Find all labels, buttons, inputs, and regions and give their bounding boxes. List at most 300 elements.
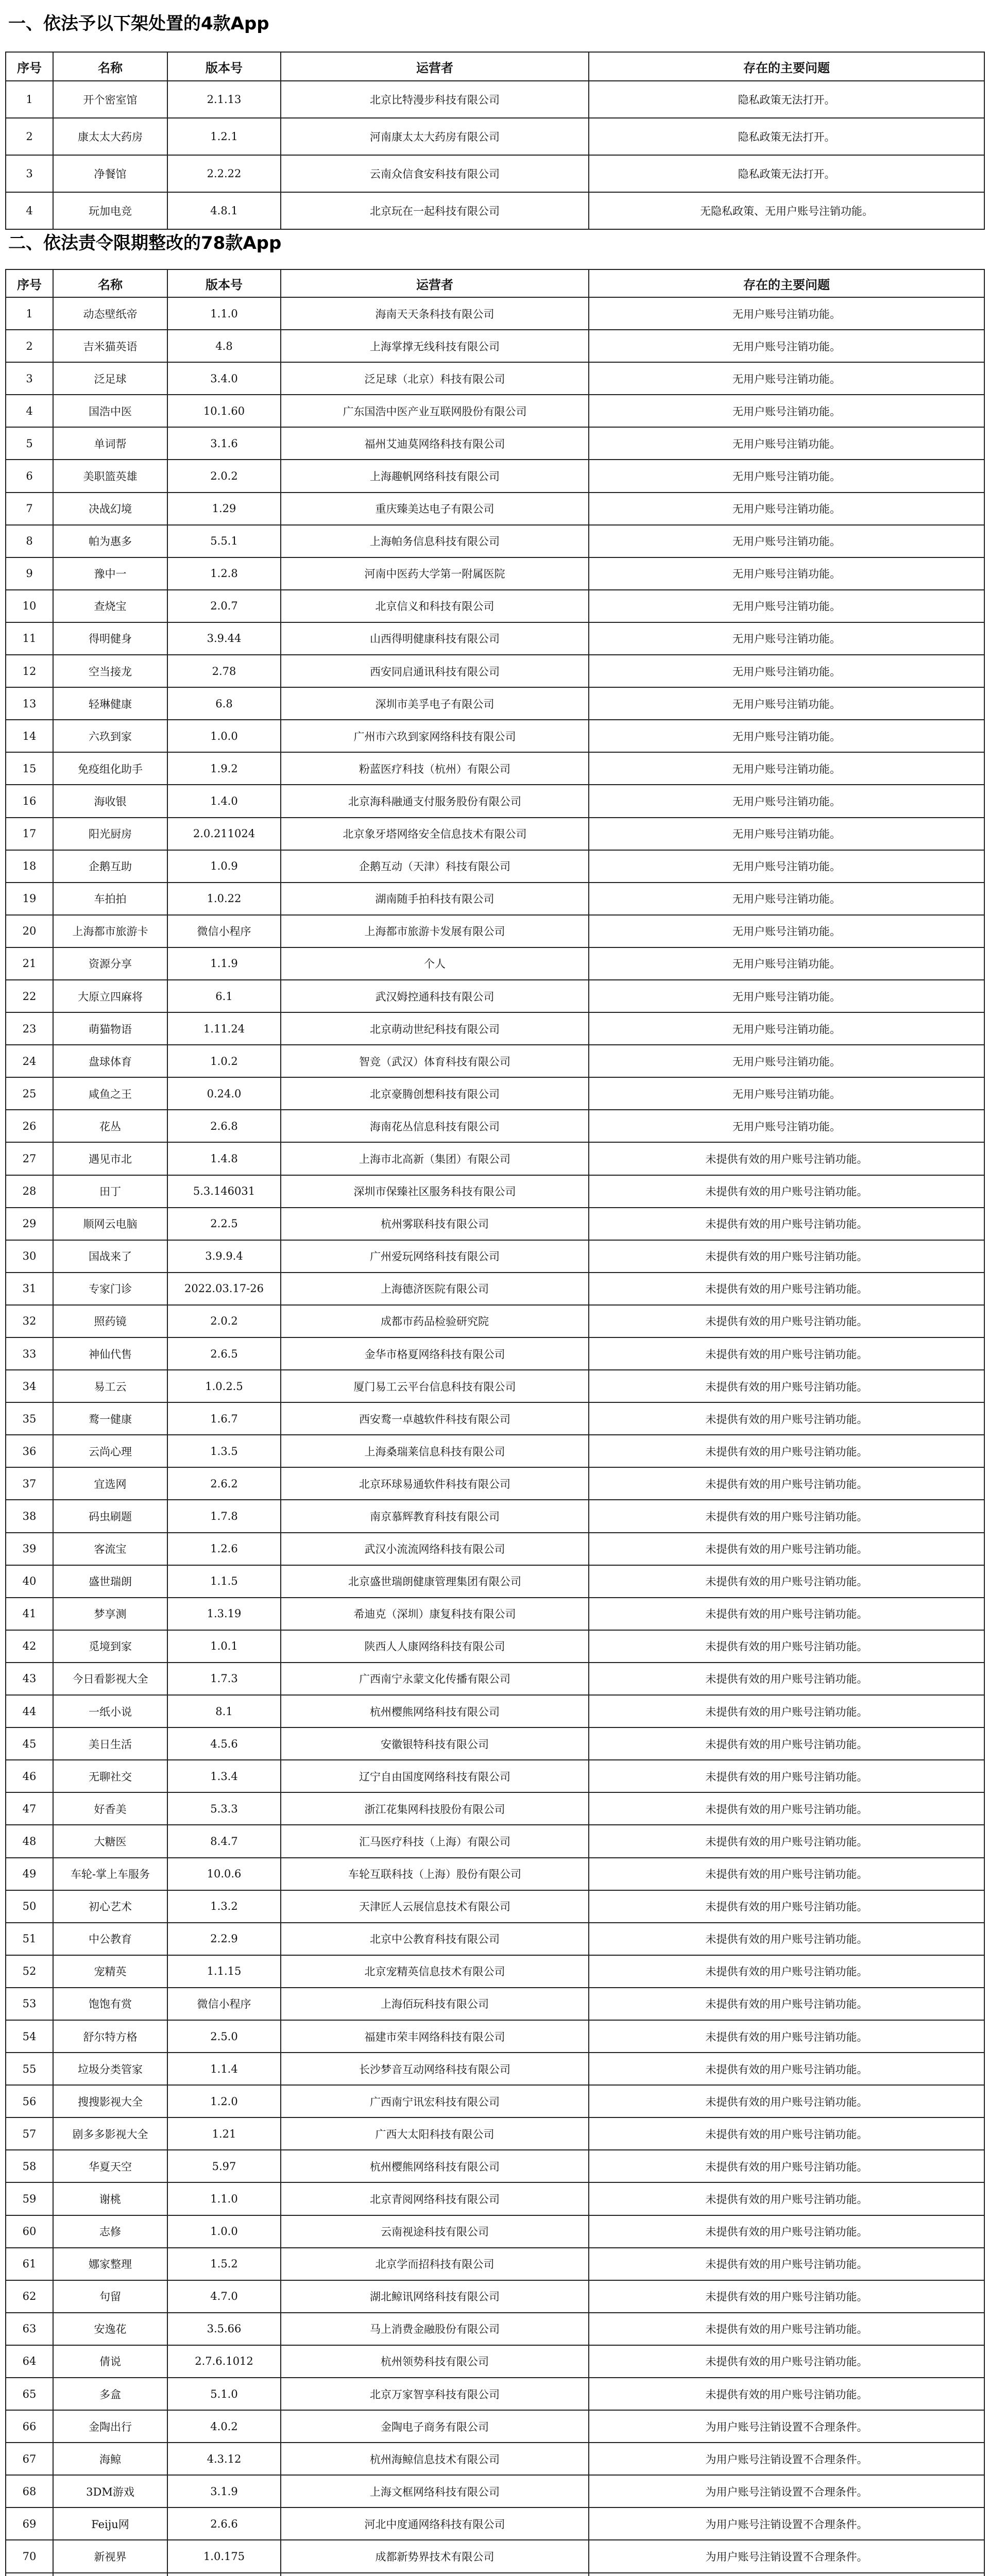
header-name: 名称 (53, 52, 167, 81)
cell-index: 12 (6, 655, 53, 687)
cell-index: 38 (6, 1500, 53, 1532)
cell-issue: 无用户账号注销功能。 (589, 1012, 984, 1045)
cell-issue: 无用户账号注销功能。 (589, 1110, 984, 1142)
table-row (6, 752, 984, 785)
cell-index: 28 (6, 1175, 53, 1208)
cell-version: 4.0.2 (167, 2410, 281, 2443)
table-row (6, 118, 984, 155)
cell-index: 5 (6, 427, 53, 460)
cell-operator: 陕西人人康网络科技有限公司 (281, 1630, 589, 1663)
table-row (6, 460, 984, 492)
table-row (6, 2280, 984, 2313)
cell-issue: 隐私政策无法打开。 (589, 118, 984, 155)
cell-index: 19 (6, 883, 53, 915)
cell-index: 18 (6, 850, 53, 883)
table-row (6, 1858, 984, 1890)
cell-app-name: 海收银 (53, 785, 167, 817)
cell-operator: 泛足球（北京）科技有限公司 (281, 362, 589, 395)
cell-operator: 杭州樱熊网络科技有限公司 (281, 1695, 589, 1727)
cell-operator: 北京豪腾创想科技有限公司 (281, 1077, 589, 1110)
table-header-row (6, 52, 984, 81)
cell-operator: 成都新势界技术有限公司 (281, 2540, 589, 2572)
header-index: 序号 (6, 52, 53, 81)
cell-app-name: 国战来了 (53, 1240, 167, 1273)
cell-version: 1.21 (167, 2117, 281, 2150)
cell-issue: 未提供有效的用户账号注销功能。 (589, 2248, 984, 2280)
table-row (6, 2182, 984, 2215)
cell-app-name: 神仙代售 (53, 1337, 167, 1370)
cell-issue: 为用户账号注销设置不合理条件。 (589, 2475, 984, 2507)
table-row (6, 1760, 984, 1792)
cell-operator: 金华市格夏网络科技有限公司 (281, 1337, 589, 1370)
cell-version: 1.9.2 (167, 752, 281, 785)
cell-index: 50 (6, 1890, 53, 1923)
cell-issue: 未提供有效的用户账号注销功能。 (589, 2182, 984, 2215)
cell-issue: 未提供有效的用户账号注销功能。 (589, 1240, 984, 1273)
table-row (6, 1923, 984, 1955)
cell-issue: 为用户账号注销设置不合理条件。 (589, 2443, 984, 2475)
cell-index: 67 (6, 2443, 53, 2475)
table-row (6, 2443, 984, 2475)
table-row (6, 2313, 984, 2345)
cell-issue: 无用户账号注销功能。 (589, 525, 984, 557)
cell-app-name: 安逸花 (53, 2313, 167, 2345)
table-row (6, 1077, 984, 1110)
cell-app-name: 美职篮英雄 (53, 460, 167, 492)
cell-operator: 浙江花集网科技股份有限公司 (281, 1792, 589, 1825)
cell-version: 1.1.4 (167, 2053, 281, 2085)
table-row (6, 818, 984, 850)
cell-operator: 上海掌撑无线科技有限公司 (281, 330, 589, 362)
cell-app-name: 舒尔特方格 (53, 2020, 167, 2053)
cell-issue: 未提供有效的用户账号注销功能。 (589, 2117, 984, 2150)
cell-operator: 上海帕务信息科技有限公司 (281, 525, 589, 557)
cell-index: 54 (6, 2020, 53, 2053)
cell-operator: 北京宠精英信息技术有限公司 (281, 1955, 589, 1988)
cell-operator: 南京慕辉教育科技有限公司 (281, 1500, 589, 1532)
cell-operator: 武汉小流流网络科技有限公司 (281, 1533, 589, 1565)
cell-app-name: 上海都市旅游卡 (53, 915, 167, 947)
cell-operator: 广西南宁讯宏科技有限公司 (281, 2085, 589, 2117)
cell-app-name: 句留 (53, 2280, 167, 2313)
cell-index: 39 (6, 1533, 53, 1565)
cell-issue: 未提供有效的用户账号注销功能。 (589, 2085, 984, 2117)
cell-index: 2 (6, 330, 53, 362)
cell-operator: 西安鹜一卓越软件科技有限公司 (281, 1402, 589, 1435)
table-row (6, 2573, 984, 2576)
cell-issue: 无用户账号注销功能。 (589, 395, 984, 427)
cell-operator: 天津匠人云展信息技术有限公司 (281, 1890, 589, 1923)
cell-issue: 未提供有效的用户账号注销功能。 (589, 1533, 984, 1565)
cell-index: 33 (6, 1337, 53, 1370)
cell-version: 1.4.8 (167, 1142, 281, 1175)
cell-issue: 无用户账号注销功能。 (589, 980, 984, 1012)
cell-index: 47 (6, 1792, 53, 1825)
table-row (6, 947, 984, 980)
cell-app-name: 初心艺术 (53, 1890, 167, 1923)
cell-app-name: 梦享测 (53, 1598, 167, 1630)
cell-issue: 无用户账号注销功能。 (589, 1077, 984, 1110)
cell-issue: 未提供有效的用户账号注销功能。 (589, 1890, 984, 1923)
cell-version: 1.2.8 (167, 557, 281, 590)
cell-index: 4 (6, 395, 53, 427)
table-row (6, 655, 984, 687)
table-row (6, 1402, 984, 1435)
cell-operator: 成都市药品检验研究院 (281, 1305, 589, 1337)
cell-operator: 北京青阅网络科技有限公司 (281, 2182, 589, 2215)
cell-index: 68 (6, 2475, 53, 2507)
cell-index: 53 (6, 1988, 53, 2020)
cell-operator: 企鹅互动（天津）科技有限公司 (281, 850, 589, 883)
cell-index: 17 (6, 818, 53, 850)
cell-app-name: 美日生活 (53, 1727, 167, 1760)
cell-app-name: 净餐馆 (53, 155, 167, 192)
cell-operator: 广州市六玖到家网络科技有限公司 (281, 720, 589, 752)
cell-version: 2.6.2 (167, 1467, 281, 1500)
cell-version: 2.5.0 (167, 2020, 281, 2053)
cell-operator: 广东国浩中医产业互联网股份有限公司 (281, 395, 589, 427)
cell-app-name (53, 2573, 167, 2576)
cell-issue: 无用户账号注销功能。 (589, 687, 984, 720)
cell-app-name: 田丁 (53, 1175, 167, 1208)
cell-index: 31 (6, 1273, 53, 1305)
cell-index: 21 (6, 947, 53, 980)
cell-index: 4 (6, 192, 53, 229)
cell-operator: 北京中公教育科技有限公司 (281, 1923, 589, 1955)
cell-app-name: 垃圾分类管家 (53, 2053, 167, 2085)
cell-version: 1.0.0 (167, 720, 281, 752)
cell-operator: 北京萌动世纪科技有限公司 (281, 1012, 589, 1045)
cell-version: 1.1.15 (167, 1955, 281, 1988)
table-row (6, 590, 984, 622)
table-row (6, 1533, 984, 1565)
cell-operator: 北京玩在一起科技有限公司 (281, 192, 589, 229)
cell-version: 1.0.9 (167, 850, 281, 883)
cell-operator: 广西南宁永蒙文化传播有限公司 (281, 1663, 589, 1695)
table-row (6, 2378, 984, 2410)
cell-version: 2.6.5 (167, 1337, 281, 1370)
cell-version: 1.5.2 (167, 2248, 281, 2280)
cell-issue: 未提供有效的用户账号注销功能。 (589, 2020, 984, 2053)
cell-app-name: 3DM游戏 (53, 2475, 167, 2507)
cell-issue: 未提供有效的用户账号注销功能。 (589, 2313, 984, 2345)
cell-app-name: 无聊社交 (53, 1760, 167, 1792)
cell-issue: 无用户账号注销功能。 (589, 362, 984, 395)
cell-issue: 无用户账号注销功能。 (589, 850, 984, 883)
cell-operator: 粉蓝医疗科技（杭州）有限公司 (281, 752, 589, 785)
table-row (6, 192, 984, 229)
cell-operator: 辽宁自由国度网络科技有限公司 (281, 1760, 589, 1792)
cell-version: 5.3.146031 (167, 1175, 281, 1208)
cell-version (167, 2573, 281, 2576)
cell-issue: 未提供有效的用户账号注销功能。 (589, 2150, 984, 2182)
header-version: 版本号 (167, 269, 281, 297)
cell-app-name: 轻琳健康 (53, 687, 167, 720)
cell-version: 3.9.44 (167, 622, 281, 655)
cell-version: 4.8.1 (167, 192, 281, 229)
cell-issue: 隐私政策无法打开。 (589, 155, 984, 192)
cell-app-name: 宜选网 (53, 1467, 167, 1500)
cell-operator: 湖南随手拍科技有限公司 (281, 883, 589, 915)
cell-app-name: 客流宝 (53, 1533, 167, 1565)
cell-app-name: 车拍拍 (53, 883, 167, 915)
cell-operator: 北京环球易通软件科技有限公司 (281, 1467, 589, 1500)
cell-version: 2.6.8 (167, 1110, 281, 1142)
cell-issue: 为用户账号注销设置不合理条件。 (589, 2507, 984, 2540)
cell-version: 2.78 (167, 655, 281, 687)
cell-index: 70 (6, 2540, 53, 2572)
table-row (6, 1435, 984, 1467)
cell-version: 1.2.6 (167, 1533, 281, 1565)
cell-index: 30 (6, 1240, 53, 1273)
cell-operator: 福建市荣丰网络科技有限公司 (281, 2020, 589, 2053)
cell-app-name: 照药镜 (53, 1305, 167, 1337)
table-row (6, 1792, 984, 1825)
cell-operator: 个人 (281, 947, 589, 980)
cell-app-name: 顺网云电脑 (53, 1208, 167, 1240)
cell-app-name: 盘球体育 (53, 1045, 167, 1077)
cell-issue: 无用户账号注销功能。 (589, 915, 984, 947)
table-row (6, 330, 984, 362)
cell-issue: 未提供有效的用户账号注销功能。 (589, 1858, 984, 1890)
table-row (6, 155, 984, 192)
cell-issue: 无用户账号注销功能。 (589, 493, 984, 525)
table-row (6, 1142, 984, 1175)
cell-issue (589, 2573, 984, 2576)
cell-operator: 云南众信食安科技有限公司 (281, 155, 589, 192)
table-row (6, 2020, 984, 2053)
cell-version: 微信小程序 (167, 915, 281, 947)
cell-issue: 未提供有效的用户账号注销功能。 (589, 1273, 984, 1305)
cell-app-name: 豫中一 (53, 557, 167, 590)
cell-operator: 汇马医疗科技（上海）有限公司 (281, 1825, 589, 1857)
table-row (6, 687, 984, 720)
table-row (6, 1208, 984, 1240)
cell-version: 2.0.2 (167, 460, 281, 492)
cell-index: 36 (6, 1435, 53, 1467)
cell-version: 1.1.5 (167, 1565, 281, 1598)
cell-issue: 无用户账号注销功能。 (589, 785, 984, 817)
rectification-apps-table (5, 269, 985, 2576)
table-row (6, 1110, 984, 1142)
cell-issue: 未提供有效的用户账号注销功能。 (589, 1402, 984, 1435)
cell-app-name: 吉米猫英语 (53, 330, 167, 362)
cell-issue: 未提供有效的用户账号注销功能。 (589, 1337, 984, 1370)
cell-version: 5.5.1 (167, 525, 281, 557)
cell-version: 4.8 (167, 330, 281, 362)
table-row (6, 850, 984, 883)
cell-index: 60 (6, 2215, 53, 2248)
cell-index: 20 (6, 915, 53, 947)
table-row (6, 1045, 984, 1077)
cell-issue: 未提供有效的用户账号注销功能。 (589, 1305, 984, 1337)
table-row (6, 1175, 984, 1208)
cell-operator: 深圳市美孚电子有限公司 (281, 687, 589, 720)
cell-version: 4.3.12 (167, 2443, 281, 2475)
cell-app-name: 专家门诊 (53, 1273, 167, 1305)
cell-app-name: 宠精英 (53, 1955, 167, 1988)
cell-issue: 未提供有效的用户账号注销功能。 (589, 1988, 984, 2020)
cell-index: 24 (6, 1045, 53, 1077)
cell-index: 7 (6, 493, 53, 525)
cell-issue: 无用户账号注销功能。 (589, 883, 984, 915)
cell-index: 3 (6, 155, 53, 192)
cell-version: 2.0.7 (167, 590, 281, 622)
cell-index (6, 2573, 53, 2576)
cell-issue: 未提供有效的用户账号注销功能。 (589, 1760, 984, 1792)
table-row (6, 395, 984, 427)
cell-version: 1.7.3 (167, 1663, 281, 1695)
cell-operator: 北京比特漫步科技有限公司 (281, 81, 589, 118)
cell-version: 1.4.0 (167, 785, 281, 817)
cell-version: 1.2.0 (167, 2085, 281, 2117)
cell-index: 1 (6, 297, 53, 330)
cell-index: 57 (6, 2117, 53, 2150)
cell-version: 3.4.0 (167, 362, 281, 395)
cell-version: 2.6.6 (167, 2507, 281, 2540)
cell-app-name: Feiju网 (53, 2507, 167, 2540)
table-row (6, 557, 984, 590)
cell-app-name: 空当接龙 (53, 655, 167, 687)
cell-operator: 杭州雾联科技有限公司 (281, 1208, 589, 1240)
table-row (6, 1273, 984, 1305)
cell-operator: 云南视途科技有限公司 (281, 2215, 589, 2248)
table-row (6, 1240, 984, 1273)
cell-version: 2.0.211024 (167, 818, 281, 850)
cell-app-name: 动态壁纸帝 (53, 297, 167, 330)
cell-app-name: 剧多多影视大全 (53, 2117, 167, 2150)
cell-app-name: 车轮-掌上车服务 (53, 1858, 167, 1890)
delisted-apps-table (5, 52, 985, 230)
cell-app-name: 萌猫物语 (53, 1012, 167, 1045)
cell-issue: 未提供有效的用户账号注销功能。 (589, 1500, 984, 1532)
cell-version: 微信小程序 (167, 1988, 281, 2020)
cell-version: 5.3.3 (167, 1792, 281, 1825)
table-row (6, 2053, 984, 2085)
cell-index: 13 (6, 687, 53, 720)
cell-operator: 安徽银特科技有限公司 (281, 1727, 589, 1760)
cell-app-name: 单词帮 (53, 427, 167, 460)
cell-operator: 河北中度通网络科技有限公司 (281, 2507, 589, 2540)
cell-issue: 无用户账号注销功能。 (589, 818, 984, 850)
cell-operator: 广州爱玩网络科技有限公司 (281, 1240, 589, 1273)
cell-index: 43 (6, 1663, 53, 1695)
cell-issue: 无用户账号注销功能。 (589, 330, 984, 362)
table-row (6, 1727, 984, 1760)
cell-issue: 无用户账号注销功能。 (589, 622, 984, 655)
cell-operator: 杭州海鲸信息技术有限公司 (281, 2443, 589, 2475)
table-row (6, 81, 984, 118)
table-row (6, 1012, 984, 1045)
cell-index: 2 (6, 118, 53, 155)
table-row (6, 1500, 984, 1532)
table-row (6, 2507, 984, 2540)
cell-app-name: 大原立四麻将 (53, 980, 167, 1012)
cell-issue: 未提供有效的用户账号注销功能。 (589, 1142, 984, 1175)
cell-issue: 无用户账号注销功能。 (589, 1045, 984, 1077)
cell-operator: 武汉姆控通科技有限公司 (281, 980, 589, 1012)
cell-index: 48 (6, 1825, 53, 1857)
cell-issue: 未提供有效的用户账号注销功能。 (589, 1175, 984, 1208)
table-row (6, 1825, 984, 1857)
cell-index: 27 (6, 1142, 53, 1175)
cell-issue: 未提供有效的用户账号注销功能。 (589, 1825, 984, 1857)
cell-operator: 广西大太阳科技有限公司 (281, 2117, 589, 2150)
cell-operator: 上海趣帆网络科技有限公司 (281, 460, 589, 492)
cell-version: 1.11.24 (167, 1012, 281, 1045)
cell-issue: 无用户账号注销功能。 (589, 590, 984, 622)
cell-index: 10 (6, 590, 53, 622)
cell-index: 15 (6, 752, 53, 785)
cell-app-name: 一纸小说 (53, 1695, 167, 1727)
cell-version: 2.2.22 (167, 155, 281, 192)
cell-version: 2.2.5 (167, 1208, 281, 1240)
table-row (6, 427, 984, 460)
cell-index: 49 (6, 1858, 53, 1890)
cell-app-name: 大糖医 (53, 1825, 167, 1857)
cell-version: 1.0.2 (167, 1045, 281, 1077)
cell-version: 3.9.9.4 (167, 1240, 281, 1273)
table-row (6, 2248, 984, 2280)
cell-operator: 上海都市旅游卡发展有限公司 (281, 915, 589, 947)
cell-issue: 未提供有效的用户账号注销功能。 (589, 1663, 984, 1695)
cell-issue: 未提供有效的用户账号注销功能。 (589, 1435, 984, 1467)
cell-app-name: 盛世瑞朗 (53, 1565, 167, 1598)
cell-version: 2.0.2 (167, 1305, 281, 1337)
cell-issue: 无用户账号注销功能。 (589, 460, 984, 492)
cell-version: 1.3.2 (167, 1890, 281, 1923)
table-row (6, 1663, 984, 1695)
cell-index: 1 (6, 81, 53, 118)
section-1-title: 一、依法予以下架处置的4款App (8, 13, 269, 34)
header-name: 名称 (53, 269, 167, 297)
cell-issue: 为用户账号注销设置不合理条件。 (589, 2540, 984, 2572)
cell-operator: 杭州领势科技有限公司 (281, 2345, 589, 2378)
cell-index: 56 (6, 2085, 53, 2117)
table-row (6, 785, 984, 817)
cell-version: 1.1.9 (167, 947, 281, 980)
cell-app-name: 华夏天空 (53, 2150, 167, 2182)
cell-app-name: 鹜一健康 (53, 1402, 167, 1435)
cell-operator (281, 2573, 589, 2576)
cell-app-name: 玩加电竞 (53, 192, 167, 229)
table-row (6, 2150, 984, 2182)
cell-version: 2.2.9 (167, 1923, 281, 1955)
table-row (6, 1305, 984, 1337)
cell-app-name: 帕为惠多 (53, 525, 167, 557)
table-row (6, 883, 984, 915)
table-header-row (6, 269, 984, 297)
table-row (6, 1598, 984, 1630)
cell-issue: 未提供有效的用户账号注销功能。 (589, 1923, 984, 1955)
table-row (6, 1695, 984, 1727)
cell-issue: 未提供有效的用户账号注销功能。 (589, 1208, 984, 1240)
cell-app-name: 娜家整理 (53, 2248, 167, 2280)
cell-index: 69 (6, 2507, 53, 2540)
delisted-apps-body (6, 81, 984, 229)
cell-operator: 海南天天条科技有限公司 (281, 297, 589, 330)
cell-issue: 无用户账号注销功能。 (589, 655, 984, 687)
cell-app-name: 易工云 (53, 1370, 167, 1402)
cell-app-name: 六玖到家 (53, 720, 167, 752)
cell-index: 64 (6, 2345, 53, 2378)
cell-index: 63 (6, 2313, 53, 2345)
cell-app-name: 谢桃 (53, 2182, 167, 2215)
cell-index: 61 (6, 2248, 53, 2280)
cell-issue: 未提供有效的用户账号注销功能。 (589, 1598, 984, 1630)
cell-issue: 隐私政策无法打开。 (589, 81, 984, 118)
cell-index: 32 (6, 1305, 53, 1337)
